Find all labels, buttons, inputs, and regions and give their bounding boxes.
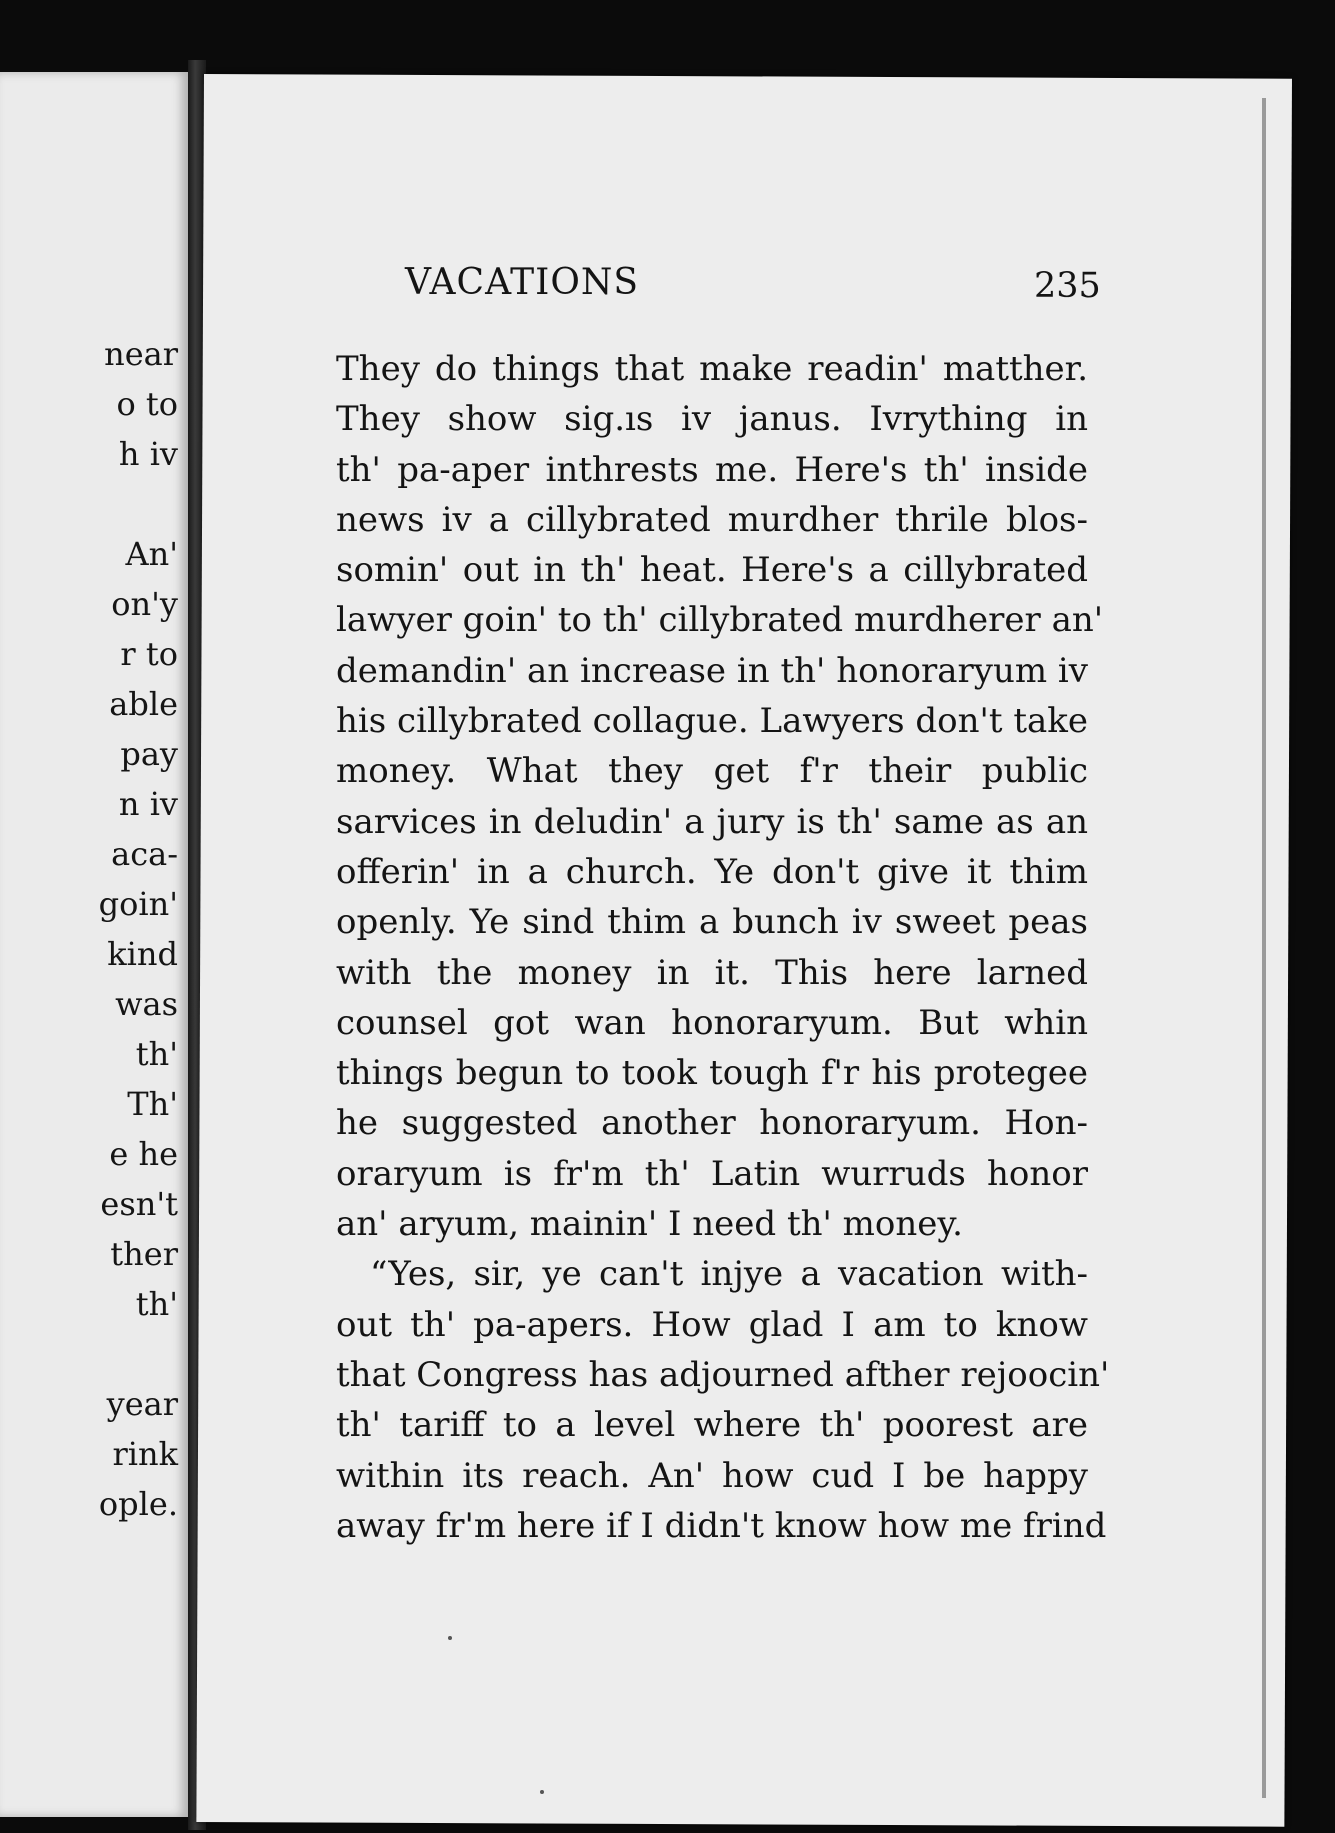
left-line: th' — [135, 1285, 178, 1323]
text-line: th' pa-aper inthrests me. Here's th' inside — [336, 449, 1088, 490]
text-line: They show sig.ıs iv janus. Ivrything in — [336, 399, 1088, 440]
text-line: he suggested another honoraryum. Hon- — [336, 1103, 1088, 1144]
left-line: An' — [125, 535, 178, 573]
left-line: n iv — [118, 785, 178, 823]
left-line: near — [104, 335, 178, 373]
text-line: news iv a cillybrated murdher thrile blos- — [336, 499, 1088, 540]
left-line: Th' — [127, 1085, 178, 1123]
text-line: with the money in it. This here larned — [336, 952, 1088, 993]
text-line: offerin' in a church. Ye don't give it thim — [336, 851, 1088, 892]
text-line: things begun to took tough f'r his protegee — [336, 1053, 1088, 1094]
text-line: lawyer goin' to th' cillybrated murdherer an' — [336, 600, 1104, 641]
left-line: o to — [116, 385, 178, 423]
text-line: money. What they get f'r their public — [336, 751, 1088, 792]
text-line: out th' pa-apers. How glad I am to know — [336, 1304, 1088, 1345]
left-line: ople. — [98, 1485, 178, 1523]
running-head: VACATIONS — [405, 262, 640, 303]
left-line: goin' — [98, 885, 178, 923]
left-line: year — [106, 1385, 178, 1423]
left-line: r to — [120, 635, 178, 673]
paper-speck — [448, 1636, 452, 1640]
text-line: his cillybrated collague. Lawyers don't take — [336, 701, 1088, 742]
page-edge — [1262, 98, 1266, 1798]
text-line: within its reach. An' how cud I be happy — [336, 1455, 1088, 1496]
left-line: ther — [110, 1235, 178, 1273]
left-line: kind — [107, 935, 178, 973]
text-line: “Yes, sir, ye can't injye a vacation with- — [370, 1254, 1088, 1295]
left-line: on'y — [111, 585, 178, 623]
left-line: able — [109, 685, 178, 723]
text-line: counsel got wan honoraryum. But whin — [336, 1002, 1088, 1043]
left-page-fragment — [0, 72, 188, 1817]
text-line: somin' out in th' heat. Here's a cillybrated — [336, 550, 1088, 591]
text-line: demandin' an increase in th' honoraryum iv — [336, 650, 1088, 691]
left-line: aca- — [111, 835, 178, 873]
text-line: sarvices in deludin' a jury is th' same as an — [336, 801, 1088, 842]
page-number: 235 — [1034, 266, 1101, 306]
text-line: that Congress has adjourned afther rejoocin' — [336, 1354, 1110, 1395]
paper-speck — [540, 1790, 544, 1794]
text-line: away fr'm here if I didn't know how me frind — [336, 1505, 1107, 1546]
left-line: e he — [109, 1135, 178, 1173]
left-line: h iv — [118, 435, 178, 473]
text-line: They do things that make readin' matther. — [336, 349, 1088, 389]
text-line: th' tariff to a level where th' poorest are — [336, 1405, 1088, 1446]
left-line: pay — [120, 735, 178, 773]
text-line: an' aryum, mainin' I need th' money. — [336, 1204, 963, 1245]
left-line: was — [115, 985, 178, 1023]
left-line: rink — [112, 1435, 178, 1473]
text-line: openly. Ye sind thim a bunch iv sweet peas — [336, 902, 1088, 943]
left-line: esn't — [100, 1185, 178, 1223]
left-line: th' — [135, 1035, 178, 1073]
page-body-text — [336, 344, 1110, 1551]
text-line: oraryum is fr'm th' Latin wurruds honor — [336, 1153, 1088, 1194]
